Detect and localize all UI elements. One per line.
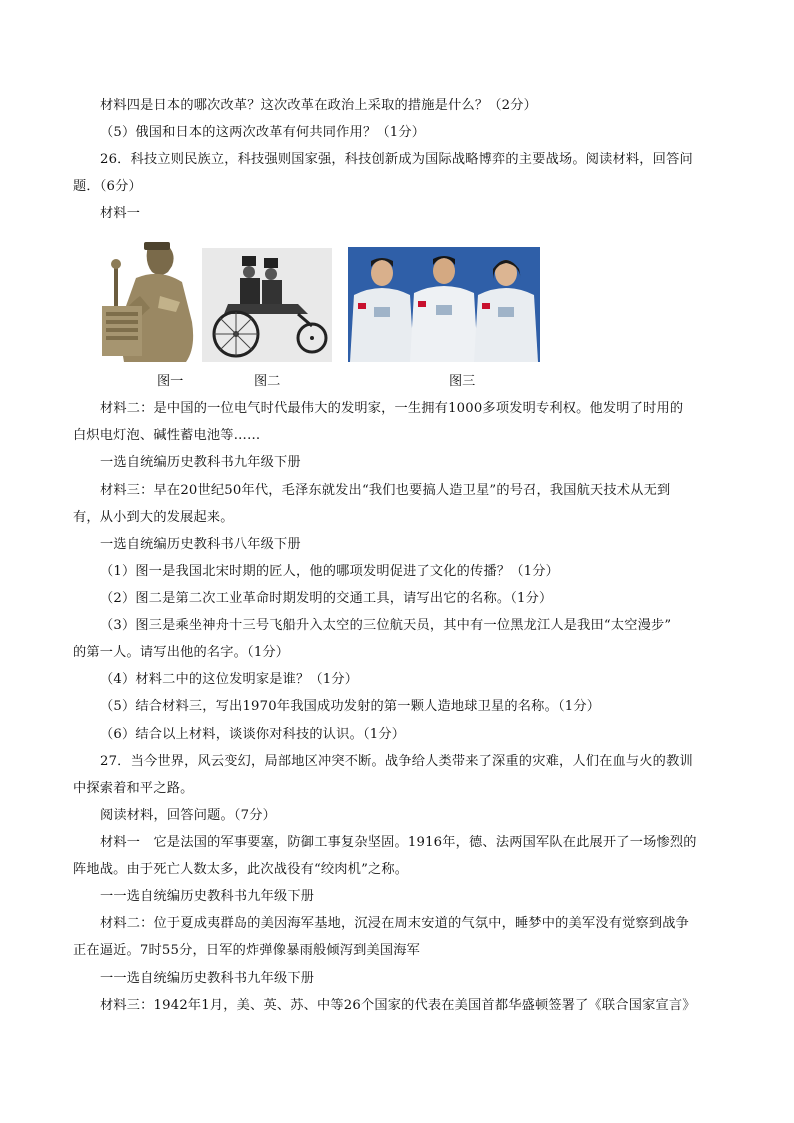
text-line: 正在逼近。7时55分，日军的炸弹像暴雨般倾泻到美国海军 xyxy=(73,943,421,958)
text-line: 中探索着和平之路。 xyxy=(73,781,194,796)
figure-1-bi-sheng-statue xyxy=(100,236,202,362)
question-item: （3）图三是乘坐神舟十三号飞船升入太空的三位航天员，其中有一位黑龙江人是我田“太空漫步” xyxy=(100,618,672,633)
question-item: （2）图二是第二次工业革命时期发明的交通工具，请写出它的名称。（1分） xyxy=(100,591,553,606)
question-item: （6）结合以上材料，谈谈你对科技的认识。（1分） xyxy=(100,727,406,742)
text-line: 材料四是日本的哪次改革？这次改革在政治上采取的措施是什么？（2分） xyxy=(100,98,537,113)
source-note: 一一选自统编历史教科书九年级下册 xyxy=(100,971,315,986)
text-line: 有，从小到大的发展起来。 xyxy=(73,510,234,525)
text-line: 材料二：是中国的一位电气时代最伟大的发明家，一生拥有1000多项发明专利权。他发明了时用的 xyxy=(100,401,684,416)
figure-3-caption: 图三 xyxy=(449,374,476,389)
source-note: 一选自统编历史教科书八年级下册 xyxy=(100,537,301,552)
text-line: 白炽电灯泡、碱性蓄电池等…… xyxy=(73,428,261,443)
text-line: 阅读材料，回答问题。（7分） xyxy=(100,808,277,823)
text-line: 材料二：位于夏成夷群岛的美因海军基地，沉浸在周末安道的气氛中，睡梦中的美军没有觉察到战争 xyxy=(100,916,690,931)
question-26-heading: 26．科技立则民族立，科技强则国家强，科技创新成为国际战略博弈的主要战场。阅读材料，回答问 xyxy=(100,152,693,167)
text-line: 阵地战。由于死亡人数太多，此次战役有“绞肉机”之称。 xyxy=(73,862,409,877)
text-line: 材料一 它是法国的军事要塞，防御工事复杂坚固。1916年，德、法两国军队在此展开了一场惨烈的 xyxy=(100,835,697,850)
text-line: 材料三：早在20世纪50年代，毛泽东就发出“我们也要搞人造卫星”的号召，我国航天技术从无到 xyxy=(100,483,671,498)
figure-2-caption: 图二 xyxy=(254,374,281,389)
figure-2-early-motor-car xyxy=(202,248,332,362)
text-line: 材料三：1942年1月，美、英、苏、中等26个国家的代表在美国首都华盛顿签署了《联合国家宣言》 xyxy=(100,998,696,1013)
text-line: 题．（6分） xyxy=(73,179,142,194)
question-item: （1）图一是我国北宋时期的匠人，他的哪项发明促进了文化的传播？（1分） xyxy=(100,564,559,579)
question-item: （4）材料二中的这位发明家是谁？（1分） xyxy=(100,672,359,687)
material-1-label: 材料一 xyxy=(100,206,141,221)
figure-row xyxy=(98,236,548,366)
question-27-heading: 27．当今世界，风云变幻，局部地区冲突不断。战争给人类带来了深重的灾难，人们在血与火的教训 xyxy=(100,754,693,769)
figure-1-caption: 图一 xyxy=(157,374,184,389)
figure-3-astronauts xyxy=(348,247,540,362)
text-line: 的第一人。请写出他的名字。（1分） xyxy=(73,645,290,660)
question-item: （5）结合材料三，写出1970年我国成功发射的第一颗人造地球卫星的名称。（1分） xyxy=(100,699,601,714)
text-line: （5）俄国和日本的这两次改革有何共同作用？（1分） xyxy=(100,125,426,140)
source-note: 一一选自统编历史教科书九年级下册 xyxy=(100,889,315,904)
source-note: 一选自统编历史教科书九年级下册 xyxy=(100,455,301,470)
